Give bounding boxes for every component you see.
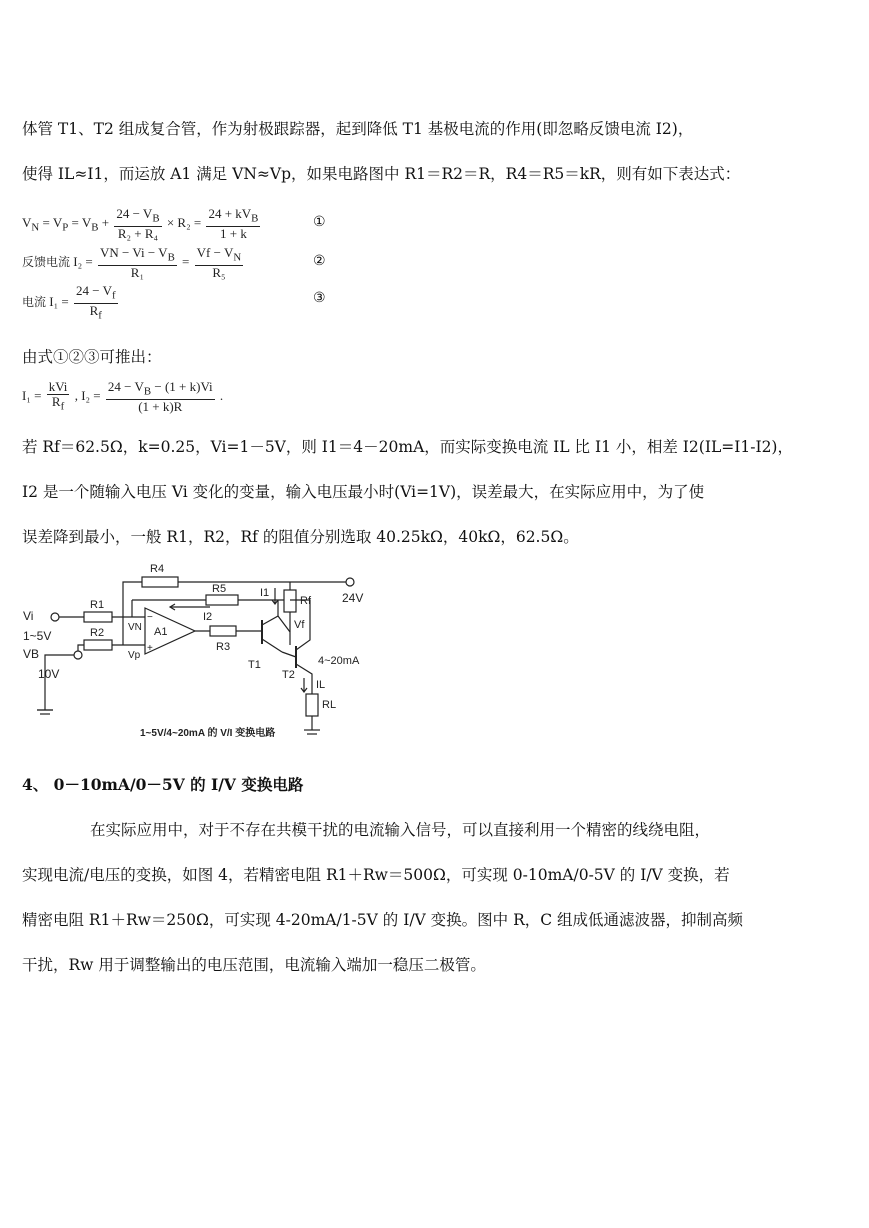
circuit-caption: 1~5V/4~20mA 的 V/I 变换电路 [140,728,276,739]
paragraph-2-line-3: 误差降到最小，一般 R1，R2，Rf 的阻值分别选取 40.25kΩ，40kΩ，62.5Ω。 [22,528,579,546]
t1-emitter [262,639,282,652]
section-4-heading: 4、 0－10mA/0－5V 的 I/V 变换电路 [22,775,304,794]
terminal-vi [51,613,59,621]
a1-label: A1 [154,626,168,638]
vi-label: Vi [23,609,34,623]
vb-wire [45,655,74,710]
section-4-line-4: 干扰，Rw 用于调整输出的电压范围，电流输入端加一稳压二极管。 [22,956,486,974]
formula-1-number: ① [313,214,326,230]
terminal-vb [74,651,82,659]
paragraph-2-line-1: 若 Rf＝62.5Ω，k=0.25，Vi=1－5V，则 I1＝4－20mA，而实际变换电流 IL 比 I1 小，相差 I2(IL=I1-I2)， [22,438,793,456]
v10-label: 10V [38,667,60,681]
vn-label: VN [128,622,142,633]
section-4-line-3: 精密电阻 R1＋Rw＝250Ω，可实现 4-20mA/1-5V 的 I/V 变换。图中 R，C 组成低通滤波器，抑制高频 [22,911,744,929]
formula-2-number: ② [313,253,326,269]
iout-label: 4~20mA [318,655,360,667]
r1-resistor [84,612,112,622]
derive-intro: 由式①②③可推出： [22,348,162,366]
t2-base-wire [282,652,296,657]
vb-to-r2-wire [78,645,82,651]
formula-2: 反馈电流 I₂ = $\frac{VN - Vi - V_B}{\text{R₁}}$ = $\frac{Vf - V_N}{\text{R₅}}$ [22,245,242,280]
rl-resistor [306,694,318,716]
r5-label: R5 [212,583,227,595]
opamp-minus-label: − [147,612,153,623]
r3-label: R3 [216,641,231,653]
r4-label: R4 [150,563,165,575]
rl-label: RL [322,699,337,711]
r2-resistor [84,640,112,650]
r5-resistor [206,595,238,605]
rf-resistor [284,590,296,612]
vp-label: Vp [128,650,141,661]
vi-converter-circuit-diagram [20,560,380,745]
vi-range-label: 1~5V [23,629,52,643]
il-label: IL [316,679,326,691]
section-4-line-2: 实现电流/电压的变换，如图 4，若精密电阻 R1＋Rw＝500Ω，可实现 0-10mA/0-5V 的 I/V 变换，若 [22,866,730,884]
paragraph-2-line-2: I2 是一个随输入电压 Vi 变化的变量，输入电压最小时(Vi=1V)，误差最大，在实际应用中，为了使 [22,483,705,501]
vf-label: Vf [294,619,305,631]
v24-label: 24V [342,591,364,605]
i2-label: I2 [203,611,213,623]
vf-node-wire [278,616,290,645]
formula-3: 电流 I₁ = $\frac{24 - V_f}{R_f}$ [22,283,116,322]
r1-label: R1 [90,599,105,611]
terminal-24v [346,578,354,586]
formula-1: $V_N = V_P = V_B$ + $\frac{24 - V_B}{\text{R₂ + R₄}}$ × R₂ = $\frac{24 + kV_B}{1 + k}$ [22,206,259,241]
r4-resistor [142,577,178,587]
formula-3-number: ③ [313,290,326,306]
paragraph-1-line-2: 使得 IL≈I1，而运放 A1 满足 VN≈Vp，如果电路图中 R1＝R2＝R，R4＝R5＝kR，则有如下表达式： [22,165,741,183]
r2-label: R2 [90,627,105,639]
formula-4: I₁ = $\frac{\text{kVi}}{R_f}$ , I₂ = $\frac{24 - V_B - (1 + k)Vi}{(1 + k)R}$ . [22,379,224,414]
t1-label: T1 [248,659,261,671]
opamp-plus-label: + [147,643,153,654]
i1-label: I1 [260,587,270,599]
section-4-line-1: 在实际应用中，对于不存在共模干扰的电流输入信号，可以直接利用一个精密的线绕电阻， [90,821,711,839]
t2-label: T2 [282,669,295,681]
vb-label: VB [23,647,40,661]
paragraph-1-line-1: 体管 T1、T2 组成复合管，作为射极跟踪器，起到降低 T1 基极电流的作用(即忽略反馈电流 I2)， [22,120,694,138]
r3-resistor [210,626,236,636]
rf-label: Rf [300,595,311,607]
